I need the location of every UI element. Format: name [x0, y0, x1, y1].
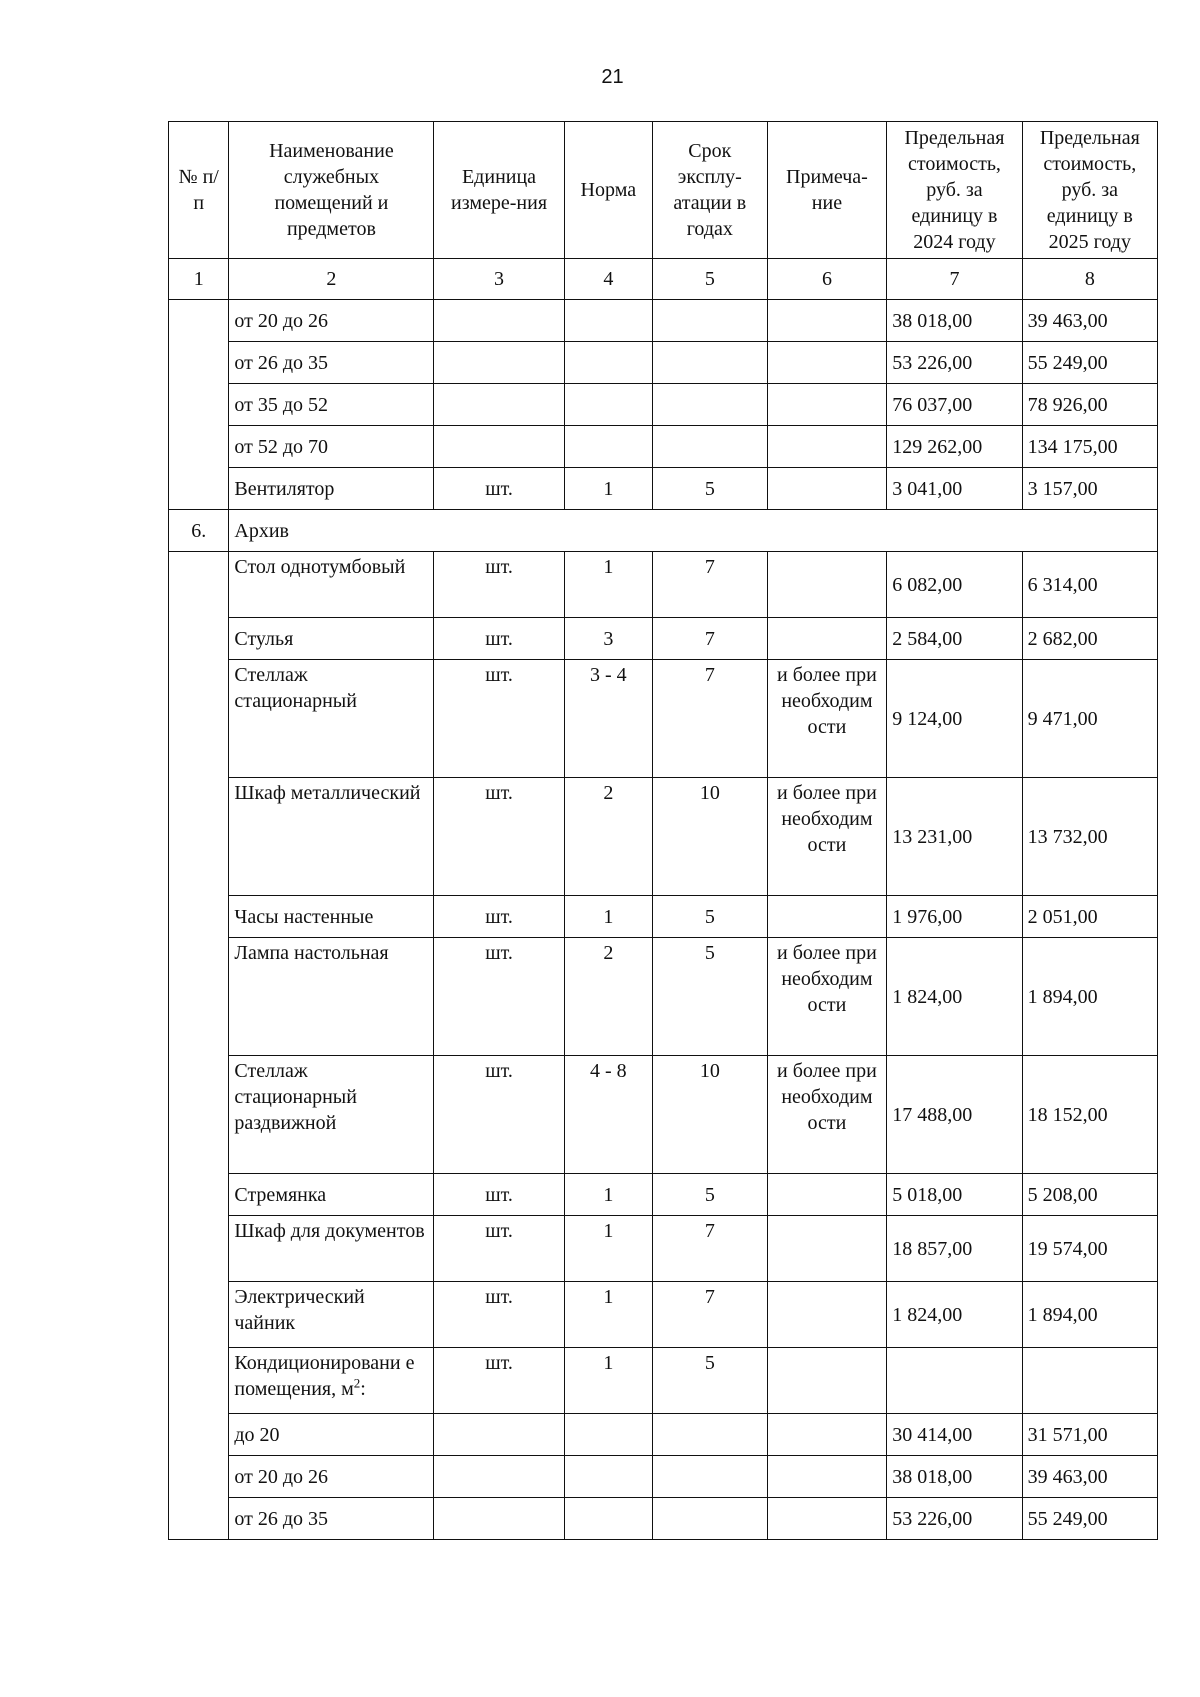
name-cell: Стремянка — [229, 1174, 434, 1216]
unit-cell: шт. — [434, 552, 564, 618]
note-cell — [767, 384, 887, 426]
norms-table — [168, 121, 1158, 1540]
top-rows — [169, 300, 1158, 510]
price-2024-cell: 6 082,00 — [887, 552, 1022, 618]
name-cell: от 20 до 26 — [229, 300, 434, 342]
price-2025-cell: 55 249,00 — [1022, 342, 1157, 384]
column-number: 8 — [1022, 259, 1157, 300]
price-2024-cell: 1 824,00 — [887, 938, 1022, 1056]
table-row — [169, 938, 1158, 1056]
price-2025-cell: 18 152,00 — [1022, 1056, 1157, 1174]
table-row — [169, 1498, 1158, 1540]
name-cell: от 26 до 35 — [229, 342, 434, 384]
column-number: 4 — [564, 259, 652, 300]
norm-cell — [564, 1414, 652, 1456]
norm-cell — [564, 300, 652, 342]
price-2024-cell: 76 037,00 — [887, 384, 1022, 426]
price-2024-cell: 2 584,00 — [887, 618, 1022, 660]
price-2024-cell: 17 488,00 — [887, 1056, 1022, 1174]
norm-cell: 1 — [564, 1174, 652, 1216]
column-number: 7 — [887, 259, 1022, 300]
name-cell: от 52 до 70 — [229, 426, 434, 468]
unit-cell: шт. — [434, 778, 564, 896]
price-2025-cell: 55 249,00 — [1022, 1498, 1157, 1540]
price-2024-cell: 53 226,00 — [887, 1498, 1022, 1540]
column-number: 6 — [767, 259, 887, 300]
norm-cell — [564, 1498, 652, 1540]
note-cell — [767, 1216, 887, 1282]
header-name: Наименование служебных помещений и предметов — [229, 122, 434, 259]
price-2024-cell: 38 018,00 — [887, 300, 1022, 342]
header-norm: Норма — [564, 122, 652, 259]
table-row — [169, 1414, 1158, 1456]
term-cell — [653, 1498, 768, 1540]
price-2025-cell: 3 157,00 — [1022, 468, 1157, 510]
note-cell — [767, 426, 887, 468]
norm-cell: 3 - 4 — [564, 660, 652, 778]
price-2025-cell: 39 463,00 — [1022, 1456, 1157, 1498]
column-number: 2 — [229, 259, 434, 300]
column-number: 1 — [169, 259, 229, 300]
price-2024-cell: 38 018,00 — [887, 1456, 1022, 1498]
price-2024-cell: 53 226,00 — [887, 342, 1022, 384]
norm-cell — [564, 426, 652, 468]
name-cell: от 20 до 26 — [229, 1456, 434, 1498]
norm-cell: 3 — [564, 618, 652, 660]
row-number-cell — [169, 552, 229, 1540]
table-row — [169, 468, 1158, 510]
name-cell: Лампа настольная — [229, 938, 434, 1056]
note-cell — [767, 1282, 887, 1348]
name-cell: Стеллаж стационарный — [229, 660, 434, 778]
unit-cell — [434, 1498, 564, 1540]
name-cell: Стол однотумбовый — [229, 552, 434, 618]
name-cell: Стулья — [229, 618, 434, 660]
note-cell: и более при необходим ости — [767, 778, 887, 896]
term-cell: 7 — [653, 618, 768, 660]
header-price-2024: Предельная стоимость, руб. за единицу в 2024 году — [887, 122, 1022, 259]
price-2024-cell: 18 857,00 — [887, 1216, 1022, 1282]
table-row — [169, 342, 1158, 384]
norm-cell: 2 — [564, 938, 652, 1056]
table-row — [169, 618, 1158, 660]
term-cell — [653, 384, 768, 426]
norm-cell: 1 — [564, 552, 652, 618]
term-cell: 5 — [653, 938, 768, 1056]
note-cell — [767, 1348, 887, 1414]
price-2025-cell: 1 894,00 — [1022, 1282, 1157, 1348]
norm-cell: 1 — [564, 468, 652, 510]
term-cell: 10 — [653, 778, 768, 896]
name-cell: Шкаф металлический — [229, 778, 434, 896]
term-cell — [653, 426, 768, 468]
unit-cell: шт. — [434, 1174, 564, 1216]
price-2024-cell — [887, 1348, 1022, 1414]
norm-cell: 1 — [564, 1348, 652, 1414]
name-text: Кондиционировани е помещения, м — [234, 1352, 415, 1400]
name-cell: Часы настенные — [229, 896, 434, 938]
price-2024-cell: 1 976,00 — [887, 896, 1022, 938]
table-row — [169, 300, 1158, 342]
note-cell — [767, 618, 887, 660]
table-row — [169, 1282, 1158, 1348]
header-row — [169, 122, 1158, 259]
row-number-cell — [169, 300, 229, 510]
section-number: 6. — [169, 510, 229, 552]
header-number: № п/п — [169, 122, 229, 259]
price-2025-cell: 1 894,00 — [1022, 938, 1157, 1056]
note-cell — [767, 552, 887, 618]
price-2025-cell: 78 926,00 — [1022, 384, 1157, 426]
price-2024-cell: 5 018,00 — [887, 1174, 1022, 1216]
price-2024-cell: 3 041,00 — [887, 468, 1022, 510]
table-row — [169, 1348, 1158, 1414]
price-2025-cell — [1022, 1348, 1157, 1414]
norm-cell: 1 — [564, 1282, 652, 1348]
unit-cell: шт. — [434, 618, 564, 660]
unit-cell: шт. — [434, 1282, 564, 1348]
unit-cell: шт. — [434, 1056, 564, 1174]
name-tail: : — [360, 1378, 366, 1400]
unit-cell: шт. — [434, 938, 564, 1056]
term-cell: 7 — [653, 552, 768, 618]
note-cell — [767, 1174, 887, 1216]
name-cell: от 26 до 35 — [229, 1498, 434, 1540]
table-row — [169, 1056, 1158, 1174]
unit-cell: шт. — [434, 660, 564, 778]
unit-cell: шт. — [434, 1216, 564, 1282]
table-row — [169, 1174, 1158, 1216]
note-cell — [767, 1414, 887, 1456]
name-cell: от 35 до 52 — [229, 384, 434, 426]
term-cell: 10 — [653, 1056, 768, 1174]
price-2024-cell: 1 824,00 — [887, 1282, 1022, 1348]
section-row — [169, 510, 1158, 552]
table-row — [169, 384, 1158, 426]
unit-cell — [434, 1414, 564, 1456]
section-rows — [169, 552, 1158, 1540]
table-row — [169, 778, 1158, 896]
header-note: Примеча-ние — [767, 122, 887, 259]
note-cell — [767, 300, 887, 342]
norm-cell — [564, 342, 652, 384]
name-cell: Электрический чайник — [229, 1282, 434, 1348]
price-2025-cell: 2 051,00 — [1022, 896, 1157, 938]
term-cell: 7 — [653, 1216, 768, 1282]
unit-cell — [434, 384, 564, 426]
table-row — [169, 1456, 1158, 1498]
note-cell: и более при необходим ости — [767, 938, 887, 1056]
unit-cell — [434, 1456, 564, 1498]
term-cell — [653, 300, 768, 342]
table-row — [169, 660, 1158, 778]
price-2025-cell: 6 314,00 — [1022, 552, 1157, 618]
price-2024-cell: 9 124,00 — [887, 660, 1022, 778]
price-2025-cell: 13 732,00 — [1022, 778, 1157, 896]
price-2025-cell: 9 471,00 — [1022, 660, 1157, 778]
header-term: Срок эксплу-атации в годах — [653, 122, 768, 259]
header-unit: Единица измере-ния — [434, 122, 564, 259]
name-cell: Вентилятор — [229, 468, 434, 510]
column-number: 3 — [434, 259, 564, 300]
table-row — [169, 896, 1158, 938]
note-cell — [767, 896, 887, 938]
column-number-row — [169, 259, 1158, 300]
name-cell: Стеллаж стационарный раздвижной — [229, 1056, 434, 1174]
table-row — [169, 426, 1158, 468]
term-cell: 5 — [653, 1174, 768, 1216]
name-cell — [229, 1348, 434, 1414]
price-2024-cell: 30 414,00 — [887, 1414, 1022, 1456]
term-cell: 7 — [653, 1282, 768, 1348]
note-cell — [767, 342, 887, 384]
superscript: 2 — [353, 1375, 361, 1391]
term-cell: 5 — [653, 896, 768, 938]
unit-cell: шт. — [434, 468, 564, 510]
unit-cell — [434, 426, 564, 468]
norm-cell: 1 — [564, 896, 652, 938]
unit-cell: шт. — [434, 896, 564, 938]
price-2024-cell: 13 231,00 — [887, 778, 1022, 896]
norm-cell: 1 — [564, 1216, 652, 1282]
price-2025-cell: 39 463,00 — [1022, 300, 1157, 342]
unit-cell — [434, 300, 564, 342]
note-cell: и более при необходим ости — [767, 1056, 887, 1174]
name-cell: до 20 — [229, 1414, 434, 1456]
note-cell — [767, 1456, 887, 1498]
norm-cell: 2 — [564, 778, 652, 896]
column-number: 5 — [653, 259, 768, 300]
norm-cell — [564, 384, 652, 426]
unit-cell — [434, 342, 564, 384]
unit-cell: шт. — [434, 1348, 564, 1414]
section-title: Архив — [229, 510, 1158, 552]
term-cell: 5 — [653, 1348, 768, 1414]
note-cell: и более при необходим ости — [767, 660, 887, 778]
norm-cell — [564, 1456, 652, 1498]
price-2024-cell: 129 262,00 — [887, 426, 1022, 468]
price-2025-cell: 5 208,00 — [1022, 1174, 1157, 1216]
price-2025-cell: 2 682,00 — [1022, 618, 1157, 660]
price-2025-cell: 31 571,00 — [1022, 1414, 1157, 1456]
term-cell — [653, 342, 768, 384]
table-row — [169, 552, 1158, 618]
header-price-2025: Предельная стоимость, руб. за единицу в 2025 году — [1022, 122, 1157, 259]
norm-cell: 4 - 8 — [564, 1056, 652, 1174]
term-cell: 7 — [653, 660, 768, 778]
note-cell — [767, 1498, 887, 1540]
note-cell — [767, 468, 887, 510]
page-number: 21 — [601, 66, 624, 88]
name-cell: Шкаф для документов — [229, 1216, 434, 1282]
term-cell — [653, 1414, 768, 1456]
term-cell: 5 — [653, 468, 768, 510]
price-2025-cell: 19 574,00 — [1022, 1216, 1157, 1282]
term-cell — [653, 1456, 768, 1498]
price-2025-cell: 134 175,00 — [1022, 426, 1157, 468]
table-row — [169, 1216, 1158, 1282]
